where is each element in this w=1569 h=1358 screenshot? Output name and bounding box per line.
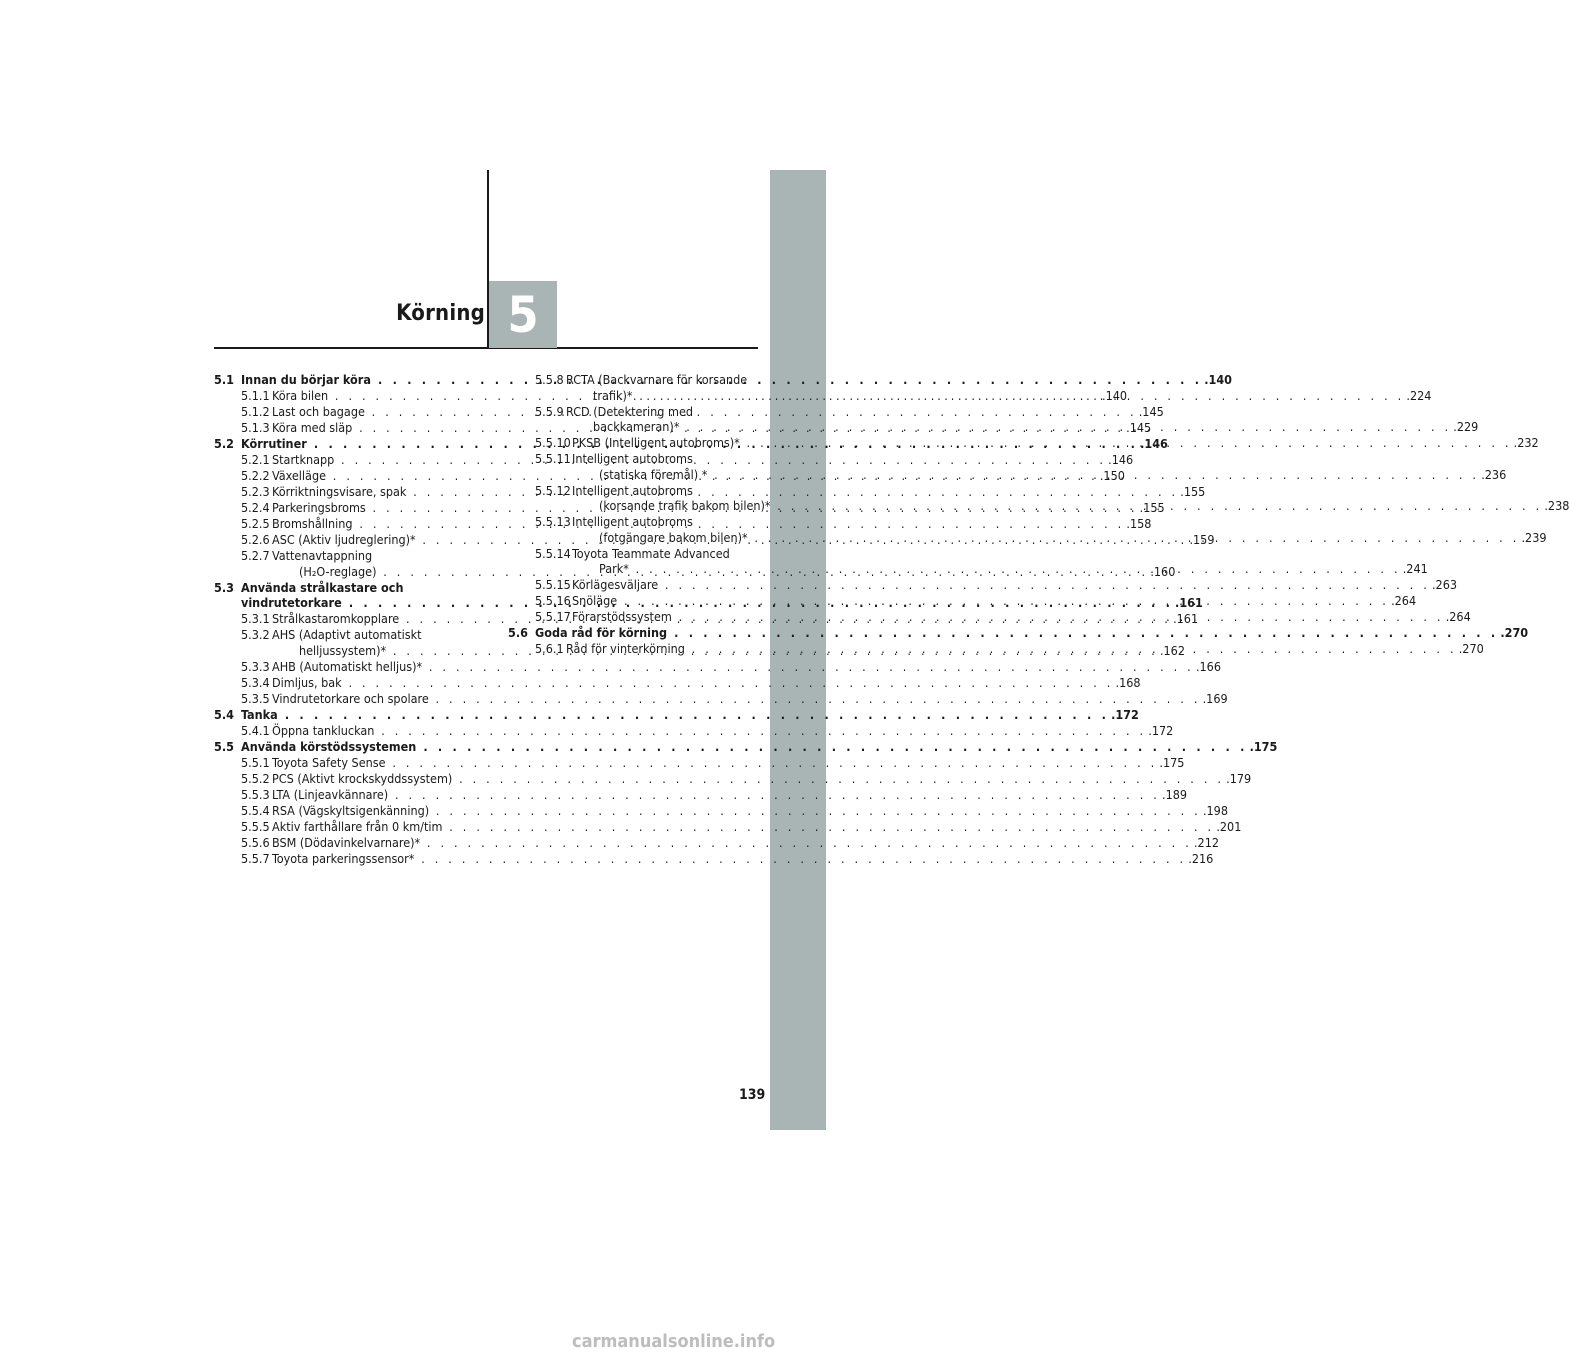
- toc-entry-number: 5.5.3: [241, 786, 270, 802]
- toc-entry-number: 5.3: [214, 579, 234, 595]
- toc-entry-title: Last och bagage . . .: [272, 404, 1137, 420]
- toc-entry-title: Toyota Safety Sense . . .: [272, 755, 1157, 771]
- toc-entry-title: Intelligent autobroms: [572, 482, 693, 498]
- toc-entry-page: .162: [1159, 642, 1185, 658]
- toc-entry-title-continued: backkameran)* . . .: [593, 419, 1451, 435]
- toc-entry-page: .236: [1481, 466, 1507, 482]
- toc-entry-page: .198: [1202, 802, 1228, 818]
- toc-entry-title-continued: (korsande trafik bakom bilen)* . . .: [599, 498, 1542, 514]
- toc-entry-page: .166: [1195, 658, 1221, 674]
- toc-entry-number: 5.3.5: [241, 690, 270, 706]
- toc-entry-number: 5.5.6: [241, 834, 270, 850]
- toc-entry-page: .155: [1139, 500, 1165, 515]
- toc-entry-page: .140: [1102, 388, 1128, 403]
- toc-entry-title: AHS (Adaptivt automatiskt: [272, 627, 422, 642]
- toc-entry-number: 5.2.4: [241, 500, 270, 515]
- toc-entry-title: Toyota Teammate Advanced: [572, 545, 730, 561]
- chapter-number-box: [489, 281, 557, 348]
- toc-entry-page: .158: [1126, 516, 1152, 531]
- toc-entry-number: 5.2.5: [241, 516, 270, 531]
- page-number: 139: [739, 1087, 766, 1103]
- toc-entry-page: .161: [1173, 611, 1199, 626]
- toc-entry-number: 5.5.7: [241, 850, 270, 866]
- toc-entry-page: .264: [1391, 593, 1417, 608]
- toc-entry-title: Goda råd för körning . . .: [535, 625, 1498, 641]
- toc-entry-page: .179: [1226, 770, 1252, 786]
- toc-entry-page: .155: [1180, 484, 1206, 499]
- toc-entry-number: 5.5.16: [535, 593, 571, 608]
- toc-entry-number: 5.2.1: [241, 452, 270, 467]
- toc-entry-page: .241: [1402, 561, 1428, 576]
- toc-entry-title: LTA (Linjeavkännare) . . .: [272, 787, 1160, 803]
- toc-entry[interactable]: [214, 850, 1214, 867]
- toc-entry-page: .264: [1445, 609, 1471, 624]
- toc-entry-title-continued: (fotgängare bakom bilen)* . . .: [599, 530, 1519, 546]
- toc-entry-number: 5.3.4: [241, 674, 270, 690]
- toc-entry-title: Köra bilen . . .: [272, 388, 1100, 404]
- toc-entry-number: 5.5.4: [241, 802, 270, 818]
- toc-entry-page: .239: [1521, 529, 1547, 545]
- toc-entry-number: 5.4.1: [241, 722, 270, 738]
- toc-entry-title: Förarstödssystem . . .: [572, 609, 1444, 625]
- toc-entry-page: .172: [1148, 722, 1174, 738]
- toc-entry-number: 5.1.3: [241, 420, 270, 435]
- toc-entry[interactable]: [214, 674, 1141, 691]
- toc-entry-title: Aktiv farthållare från 0 km/tim . . .: [272, 819, 1214, 835]
- toc-entry-number: 5.5.12: [535, 482, 571, 498]
- toc-entry-page: .146: [1140, 436, 1168, 451]
- toc-entry[interactable]: [214, 690, 1228, 707]
- toc-entry-page: .140: [1204, 372, 1232, 387]
- toc-entry-number: 5.6.1: [535, 641, 564, 656]
- toc-entry-number: 5.5: [214, 738, 234, 754]
- toc-entry-page: .263: [1431, 577, 1458, 592]
- toc-entry-title: Intelligent autobroms: [572, 514, 693, 529]
- toc-entry-number: 5.5.9: [535, 403, 564, 419]
- toc-entry[interactable]: [214, 754, 1185, 771]
- toc-entry-number: 5.5.15: [535, 577, 571, 592]
- toc-entry-number: 5.2: [214, 436, 234, 451]
- toc-entry-title: Körlägesväljare . . .: [572, 577, 1430, 593]
- toc-entry-page: .216: [1188, 850, 1214, 866]
- toc-entry-page: .150: [1099, 468, 1125, 483]
- toc-entry-number: 5.5.17: [535, 609, 571, 624]
- toc-entry-number: 5.5.11: [535, 451, 571, 466]
- toc-entry-title-continued: vindrutetorkare . . .: [241, 595, 1173, 611]
- toc-entry-number: 5.1.2: [241, 404, 270, 419]
- toc-entry-page: .224: [1406, 387, 1432, 403]
- toc-entry[interactable]: [214, 786, 1188, 803]
- toc-entry-title-continued: Park* . . .: [599, 561, 1401, 577]
- toc-entry-number: 5.5.8: [535, 372, 564, 387]
- toc-entry-title-continued: (statiska föremål) * . . .: [599, 467, 1479, 483]
- toc-entry-number: 5.5.10: [535, 435, 571, 450]
- toc-entry[interactable]: [214, 818, 1242, 835]
- toc-entry-page: .175: [1249, 738, 1278, 754]
- toc-entry-page: .212: [1193, 834, 1220, 850]
- toc-entry-page: .201: [1216, 818, 1242, 834]
- toc-entry-title: Råd för vinterkörning . . .: [566, 641, 1457, 657]
- toc-entry-number: 5.1: [214, 372, 234, 387]
- toc-entry-title: Tanka . . .: [241, 707, 1109, 723]
- toc-entry[interactable]: [214, 834, 1220, 851]
- toc-entry-number: 5.5.2: [241, 770, 270, 786]
- toc-entry-number: 5.2.7: [241, 548, 270, 563]
- toc-entry-title: Bromshållning . . .: [272, 516, 1124, 532]
- toc-entry-number: 5.1.1: [241, 388, 270, 403]
- toc-entry-page: .169: [1202, 690, 1228, 706]
- toc-entry-page: .238: [1544, 498, 1569, 513]
- toc-entry-title: AHB (Automatiskt helljus)* . . .: [272, 659, 1194, 675]
- toc-entry-title: Körrutiner . . .: [241, 436, 1138, 452]
- toc-entry-title-continued: trafik)* . . .: [593, 388, 1404, 404]
- toc-entry-title-continued: helljussystem)* . . .: [299, 643, 1158, 659]
- watermark: carmanualsonline.info: [572, 1331, 776, 1352]
- toc-entry-number: 5.6: [508, 625, 528, 640]
- toc-entry-title: BSM (Dödavinkelvarnare)* . . .: [272, 835, 1192, 851]
- toc-entry-title-continued: (H₂O-reglage) . . .: [299, 564, 1148, 580]
- toc-entry-title: Innan du börjar köra . . .: [241, 372, 1202, 388]
- toc-entry-number: 5.2.3: [241, 484, 270, 499]
- toc-entry-page: .175: [1159, 754, 1185, 770]
- toc-entry-title: Öppna tankluckan . . .: [272, 723, 1146, 739]
- toc-entry-title: Använda körstödssystemen . . .: [241, 739, 1248, 755]
- toc-entry-page: .168: [1115, 674, 1141, 690]
- toc-entry-page: .145: [1126, 420, 1152, 435]
- toc-entry[interactable]: [508, 625, 1529, 641]
- toc-entry-page: .145: [1138, 404, 1164, 419]
- toc-entry-page: .146: [1108, 452, 1134, 467]
- toc-entry[interactable]: [214, 770, 1252, 787]
- toc-entry-title: Parkeringsbroms . . .: [272, 500, 1138, 516]
- toc-entry-title: PCS (Aktivt krockskyddssystem) . . .: [272, 771, 1224, 787]
- toc-entry-title: Strålkastaromkopplare . . .: [272, 611, 1171, 627]
- toc-entry-page: .270: [1500, 625, 1529, 640]
- toc-entry-title: Intelligent autobroms: [572, 451, 693, 466]
- toc-entry-page: .160: [1150, 563, 1176, 579]
- toc-entry-title: Köra med släp . . .: [272, 420, 1124, 436]
- toc-entry-title: RCTA (Backvarnare för korsande: [566, 372, 748, 387]
- toc-entry-title: Körriktningsvisare, spak . . .: [272, 484, 1178, 500]
- toc-entry-number: 5.2.6: [241, 532, 270, 547]
- toc-entry-title: Toyota parkeringssensor* . . .: [272, 851, 1186, 867]
- toc-entry-title: Vindrutetorkare och spolare . . .: [272, 691, 1201, 707]
- toc-entry-number: 5.5.13: [535, 514, 571, 529]
- toc-entry-page: .189: [1162, 786, 1188, 802]
- toc-entry-number: 5.2.2: [241, 468, 270, 483]
- toc-entry[interactable]: [214, 738, 1278, 755]
- chapter-number: 5: [507, 285, 539, 344]
- toc-entry-title: Snöläge . . .: [572, 593, 1389, 609]
- toc-entry-number: 5.5.5: [241, 818, 270, 834]
- toc-entry-number: 5.3.2: [241, 627, 270, 642]
- toc-entry-title: Växelläge . . .: [272, 468, 1098, 484]
- header-horizontal-rule: [214, 347, 758, 349]
- toc-entry[interactable]: [214, 802, 1228, 819]
- toc-entry-page: .172: [1111, 706, 1139, 722]
- toc-entry[interactable]: [214, 706, 1139, 723]
- toc-entry-title: PKSB (Intelligent autobroms)* . . .: [572, 435, 1512, 451]
- toc-entry-page: .232: [1513, 435, 1539, 450]
- chapter-title: Körning: [396, 301, 485, 326]
- toc-entry[interactable]: [214, 722, 1174, 739]
- toc-entry-title: Startknapp . . .: [272, 452, 1106, 468]
- toc-entry-number: 5.4: [214, 706, 234, 722]
- toc-entry-title: Vattenavtappning: [272, 548, 373, 563]
- toc-entry[interactable]: [508, 577, 1458, 593]
- toc-entry-page: .161: [1175, 595, 1203, 610]
- toc-entry-title: Använda strålkastare och: [241, 579, 404, 595]
- toc-entry-number: 5.3.3: [241, 658, 270, 674]
- toc-entry-page: .270: [1458, 641, 1484, 656]
- toc-entry-number: 5.5.1: [241, 754, 270, 770]
- toc-entry-number: 5.5.14: [535, 545, 571, 561]
- toc-entry-title: ASC (Aktiv ljudreglering)* . . .: [272, 532, 1187, 548]
- toc-entry-page: .159: [1189, 532, 1215, 547]
- toc-entry-title: RCD (Detektering med: [566, 403, 694, 419]
- toc-entry-title: Dimljus, bak . . .: [272, 675, 1114, 691]
- toc-entry-page: .229: [1453, 419, 1479, 434]
- toc-entry-title: RSA (Vägskyltsigenkänning) . . .: [272, 803, 1201, 819]
- toc-entry-number: 5.3.1: [241, 611, 270, 626]
- toc-entry[interactable]: [214, 658, 1221, 675]
